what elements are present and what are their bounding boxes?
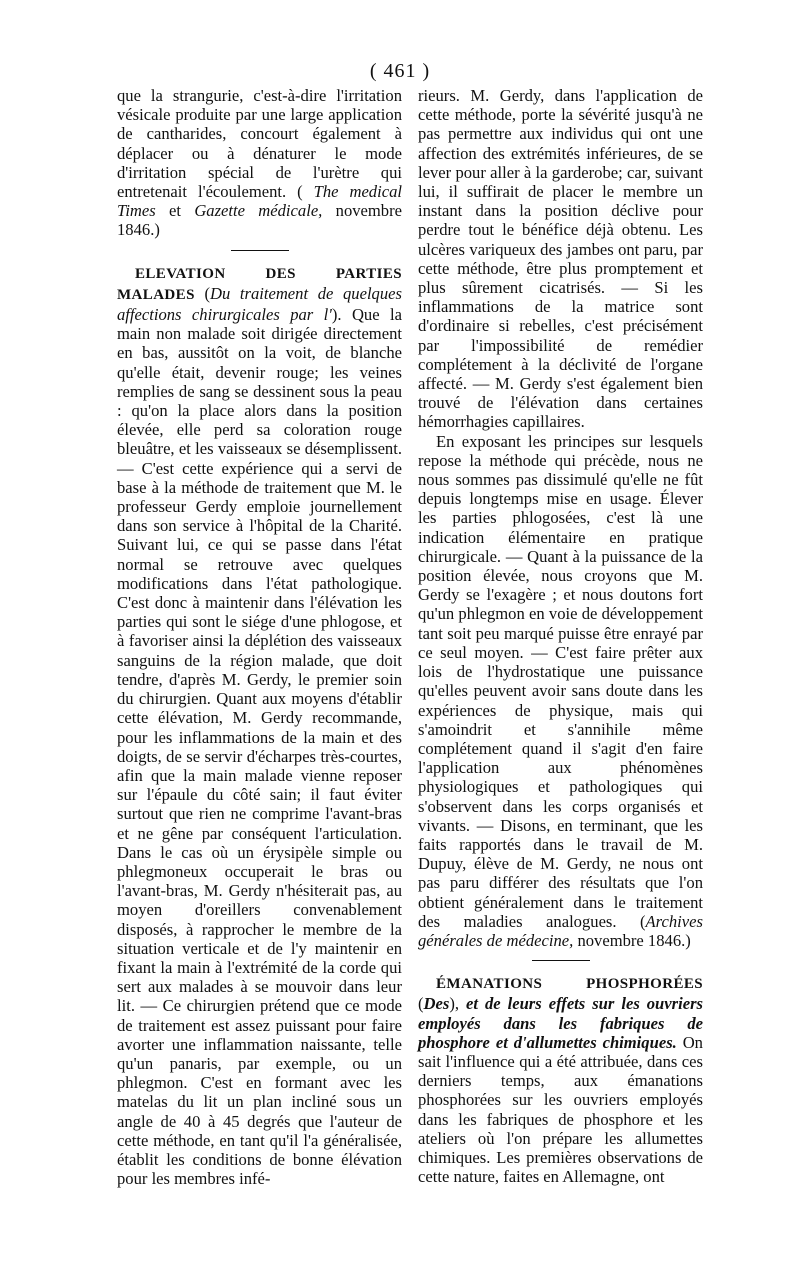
paragraph-commentary: En exposant les principes sur lesquels repose la méthode qui précède, nous ne nous sommes pas dissimulé qu'elle ne fût depuis longtemps mise en usage. Élever les parties phlogosées, c'est là une indication élémentaire en pratique chirurgicale. — Quant à la puissance de la position élevée, nous croyons que M. Gerdy se l'exagère ; et nous doutons fort qu'un phlegmon en voie de développement tant soit peu marqué puisse être enrayé par ce seul moyen. — C'est faire prêter aux lois de l'hydrostatique une puissance qu'elles peuvent avoir sans doute dans les expériences de physique, mais qui s'amoindrit et s'annihile même complétement quand il s'agit d'en faire l'application aux phénomènes physiologiques et pathologiques qui s'observent dans les corps organisés et vivants. — Disons, en terminant, que les faits rapportés dans le travail de M. Dupuy, élève de M. Gerdy, ne nous ont pas paru différer des résultats que l'on obtient généralement dans le traitement des maladies analogues. (Archives générales de médecine, novembre 1846.) — [418, 431, 703, 950]
source-citation: The medical Times — [117, 182, 402, 221]
source-citation: Archives générales de médecine, — [418, 911, 703, 950]
left-column — [117, 86, 402, 1188]
paragraph-strangurie: que la strangurie, c'est-à-dire l'irritation vésicale produite par une large application de cantharides, concourt également à déplacer ou à dénaturer le mode d'irritation spécial de l'urètre qui entretenait l'écoulement. ( The medical Times et Gazette médicale, novembre 1846.) — [117, 86, 402, 240]
section-subheading: Du traitement de quelques affections chirurgicales par l' — [117, 283, 402, 325]
right-column — [418, 86, 703, 1186]
paragraph-text: que la strangurie, c'est-à-dire l'irritation vésicale produite par une large application de cantharides, concourt également à déplacer ou à dénaturer le mode d'irritation spécial de l'urètre qui entretenait l'écoulement. ( — [117, 86, 402, 202]
paragraph-text: On sait l'influence qui a été attribuée, dans ces derniers temps, aux émanations phosphorées sur les ouvriers employés dans les fabriques de phosphore et les ateliers où l'on prépare les allumettes chimiques. Les premières observations de cette nature, faites en Allemagne, ont — [418, 1032, 703, 1187]
section-heading: ELEVATION DES PARTIES MALADES — [117, 265, 402, 303]
section-heading: ÉMANATIONS PHOSPHORÉES — [436, 976, 703, 993]
section-divider — [532, 960, 590, 961]
section-subheading: et de leurs effets sur les ouvriers employés dans les fabriques de phosphore et d'allumettes chimiques. — [418, 994, 703, 1052]
paragraph-text: Que la main non malade soit dirigée directement en bas, aussitôt on la voit, de blanche qu'elle était, devenir rouge; les veines remplies de sang se dessinent sous la peau : qu'on la place alors dans la position élevée, elle perd sa coloration rouge bleuâtre, et les vaisseaux se désemplissent. — C'est cette expérience qui a servi de base à la méthode de traitement que M. le professeur Gerdy emploie journellement dans son service à l'hôpital de la Charité. Suivant lui, ce qui se passe dans l'état normal se retrouve avec quelques modifications dans l'état pathologique. C'est donc à maintenir dans l'élévation les parties qui sont le siége d'une phlogose, et à favoriser ainsi la déplétion des vaisseaux sanguins de la région malade, que doit tendre, d'après M. Gerdy, le premier soin du chirurgien. Quant aux moyens d'établir cette élévation, M. Gerdy recommande, pour les inflammations de la main et des doigts, de se servir d'écharpes très-courtes, afin que la main malade vienne reposer sur l'épaule du côté sain; il faut éviter surtout que rien ne comprime l'avant-bras et ne gêne par conséquent l'articulation. Dans le cas où un érysipèle simple ou phlegmoneux occuperait le bras ou l'avant-bras, M. Gerdy n'hésiterait pas, au moyen d'oreillers convenablement disposés, à rapprocher le membre de la situation verticale et de l'y maintenir en fixant la main à l'extrémité de la corde qui sert aux malades à se mouvoir dans leur lit. — Ce chirurgien prétend que ce mode de traitement est assez puissant pour faire avorter une inflammation naissante, telle qu'un panaris, par exemple, ou un phlegmon. C'est en formant avec les matelas du lit un plan incliné sous un angle de 40 à 45 degrés que l'auteur de cette méthode, en tant qu'il l'a généralisée, établit les conditions de bonne élévation pour les membres infé- — [117, 305, 402, 1189]
article-emanations: ÉMANATIONS PHOSPHORÉES (Des), et de leurs effets sur les ouvriers employés dans les fabriques de phosphore et d'allumettes chimiques. On sait l'influence qui a été attribuée, dans ces derniers temps, aux émanations phosphorées sur les ouvriers employés dans les fabriques de phosphore et les ateliers où l'on prépare les allumettes chimiques. Les premières observations de cette nature, faites en Allemagne, ont — [418, 976, 703, 1187]
section-divider — [231, 250, 289, 251]
source-citation: Gazette médicale, — [194, 201, 323, 221]
paragraph-text: rieurs. M. Gerdy, dans l'application de cette méthode, porte la sévérité jusqu'à ne pas permettre aux individus qui ont une affection des extrémités inférieures, de se lever pour aller à la garderobe; car, suivant lui, il suffirait de placer le membre un instant dans la position déclive pour perdre tout le bénéfice déjà obtenu. Les ulcères variqueux des jambes ont paru, par cette méthode, être plus promptement et plus sûrement cicatrisés. — Si les inflammations de la matrice sont d'ordinaire si rebelles, c'est précisément par l'impossibilité de remédier complétement à la déclivité de l'organe affecté. — M. Gerdy s'est également bien trouvé de l'élévation dans certaines hémorrhagies capillaires. — [418, 86, 703, 432]
section-subheading: Des — [423, 994, 450, 1014]
paragraph-continuation — [418, 86, 703, 432]
article-elevation: ELEVATION DES PARTIES MALADES (Du traitement de quelques affections chirurgicales par l'). Que la main non malade soit dirigée directement en bas, aussitôt on la voit, de blanche qu'elle était, devenir rouge; les veines remplies de sang se dessinent sous la peau : qu'on la place alors dans la position élevée, elle perd sa coloration rouge bleuâtre, et les vaisseaux se désemplissent. — C'est cette expérience qui a servi de base à la méthode de traitement que M. le professeur Gerdy emploie journellement dans son service à l'hôpital de la Charité. Suivant lui, ce qui se passe dans l'état normal se retrouve avec quelques modifications dans l'état pathologique. C'est donc à maintenir dans l'élévation les parties qui sont le siége d'une phlogose, et à favoriser ainsi la déplétion des vaisseaux sanguins de la région malade, que doit tendre, d'après M. Gerdy, le premier soin du chirurgien. Quant aux moyens d'établir cette élévation, M. Gerdy recommande, pour les inflammations de la main et des doigts, de se servir d'écharpes très-courtes, afin que la main malade vienne reposer sur l'épaule du côté sain; il faut éviter surtout que rien ne comprime l'avant-bras et ne gêne par conséquent l'articulation. Dans le cas où un érysipèle simple ou phlegmoneux occuperait le bras ou l'avant-bras, M. Gerdy n'hésiterait pas, au moyen d'oreillers convenablement disposés, à rapprocher le membre de la situation verticale et de l'y maintenir en fixant la main à l'extrémité de la corde qui sert aux malades à se mouvoir dans leur lit. — Ce chirurgien prétend que ce mode de traitement est assez puissant pour faire avorter une inflammation naissante, telle qu'un panaris, par exemple, ou un phlegmon. C'est en formant avec les matelas du lit un plan incliné sous un angle de 40 à 45 degrés que l'auteur de cette méthode, en tant qu'il l'a généralisée, établit les conditions de bonne élévation pour les membres infé- — [117, 265, 402, 1189]
paragraph-text: En exposant les principes sur lesquels repose la méthode qui précède, nous ne nous sommes pas dissimulé qu'elle ne fût depuis longtemps mise en usage. Élever les parties phlogosées, c'est là une indication élémentaire en pratique chirurgicale. — Quant à la puissance de la position élevée, nous croyons que M. Gerdy se l'exagère ; et nous doutons fort qu'un phlegmon en voie de développement tant soit peu marqué puisse être enrayé par ce seul moyen. — C'est faire prêter aux lois de l'hydrostatique une puissance qu'elles peuvent avoir sans doute dans les expériences de physique, mais qui s'amoindrit et s'annihile même complétement quand il s'agit d'en faire l'application aux phénomènes physiologiques et pathologiques qui s'observent dans les corps organisés et vivants. — Disons, en terminant, que les faits rapportés dans le travail de M. Dupuy, élève de M. Gerdy, ne nous ont pas paru différer des résultats que l'on obtient généralement dans le traitement des maladies analogues. ( — [418, 431, 703, 931]
page-number: ( 461 ) — [369, 60, 431, 82]
